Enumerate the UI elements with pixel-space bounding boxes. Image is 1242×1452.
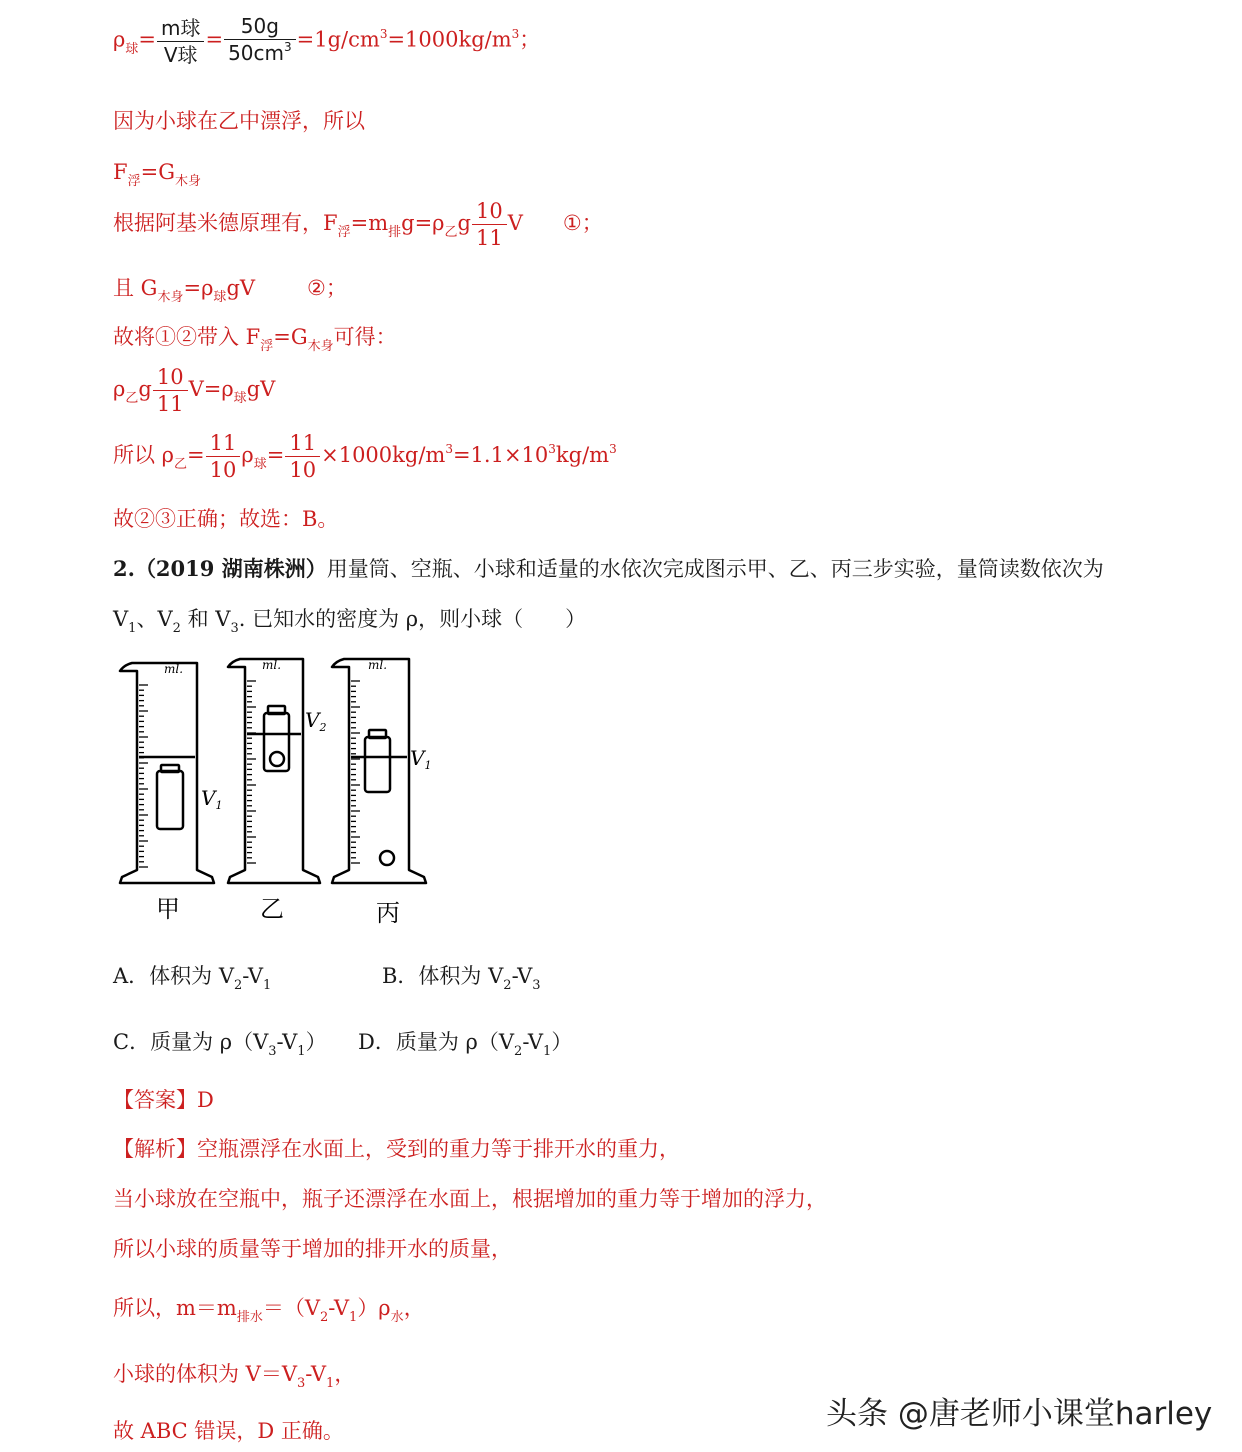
solution-line-8: 所以 $\rho_乙=$ $\frac{11}{10}$ $\rho_球=$ $\frac{11}{10}$ $\times 1000kg/m^3=1.1\times 10^3kg/m^3$ — [113, 431, 617, 482]
answer-label: 【答案】 — [113, 1088, 197, 1112]
caption-bing: 丙 — [376, 899, 400, 927]
unit-label: ml. — [262, 658, 282, 672]
option-d: D．质量为 $\rho(V_2-V_1)$ — [358, 1030, 573, 1059]
answer-line — [113, 1087, 214, 1113]
analysis-line-3: 所以小球的质量等于增加的排开水的质量， — [113, 1237, 512, 1261]
analysis-label: 【解析】 — [113, 1137, 197, 1161]
analysis-line-6: 故 ABC 错误，D 正确。 — [113, 1419, 344, 1443]
solution-line-5: 且 $G_{木身}=\rho_球gV$ ②； — [113, 276, 347, 305]
analysis-line-2: 当小球放在空瓶中，瓶子还漂浮在水面上，根据增加的重力等于增加的浮力， — [113, 1187, 827, 1211]
fraction-numerator: m球 — [157, 16, 204, 42]
caption-jia: 甲 — [156, 895, 180, 923]
question-2-stem: 2.（2019 湖南株洲）用量筒、空瓶、小球和适量的水依次完成图示甲、乙、丙三步实验，量筒读数依次为 — [113, 556, 1104, 581]
fraction-denominator: V球 — [163, 42, 198, 67]
rho-symbol: ρ — [113, 27, 126, 52]
option-c: C．质量为 $\rho(V_3-V_1)$ — [113, 1030, 327, 1059]
cylinder-bing — [332, 659, 426, 883]
fraction-11-over-10: $\frac{11}{10}$ — [206, 431, 241, 482]
cylinder-jia — [120, 663, 214, 883]
fraction-10-over-11: $\frac{10}{11}$ — [153, 365, 188, 416]
equation-mark-2: ②； — [307, 276, 347, 300]
option-b: B．体积为 $V_2-V_3$ — [382, 964, 541, 993]
cylinder-yi — [228, 659, 320, 883]
fraction-11-over-10: $\frac{11}{10}$ — [285, 431, 320, 482]
unit-label: ml. — [368, 658, 388, 672]
solution-conclusion: 故②③正确；故选：B。 — [113, 507, 339, 531]
watermark: 头条 @唐老师小课堂harley — [826, 1396, 1213, 1432]
fraction-m-over-v — [157, 16, 204, 67]
caption-yi: 乙 — [260, 895, 284, 923]
option-a: A．体积为 $V_2-V_1$ — [113, 964, 272, 993]
analysis-line-4: 所以，$m=m_{排水}=(V_2-V_1)\rho_水$， — [113, 1296, 425, 1325]
answer-value: D — [197, 1088, 214, 1112]
unit-label: ml. — [164, 662, 184, 676]
solution-line-3: $F_浮=G_{木身}$ — [113, 160, 201, 189]
fraction-numerator: 50g — [224, 14, 296, 40]
v-label-bing: $V_1$ — [410, 746, 432, 772]
question-number: 2. — [113, 556, 135, 581]
question-source: （2019 湖南株洲） — [134, 556, 327, 581]
solution-line-7: $\rho_乙g$ $\frac{10}{11}$ $V=\rho_球gV$ — [113, 365, 276, 416]
solution-line-4: 根据阿基米德原理有，$F_浮=m_排g=\rho_乙g$ $\frac{10}{11}$ V ①； — [113, 199, 603, 250]
graduated-cylinders-figure — [112, 645, 442, 935]
fraction-50g-over-50cm3 — [224, 14, 296, 68]
subscript-ball: 球 — [125, 41, 139, 57]
fraction-denominator: $50cm^3$ — [228, 40, 292, 65]
equation-mark-1: ①； — [562, 211, 603, 235]
fraction-10-over-11: $\frac{10}{11}$ — [472, 199, 507, 250]
analysis-line-1: 【解析】空瓶漂浮在水面上，受到的重力等于排开水的重力， — [113, 1137, 680, 1161]
density-formula-line: $\rho_球=$ $\frac{\text{m球}}{\text{V球}}$ = $\frac{50g}{50cm^3}$ $=1g/cm^3=1000kg/m^3$； — [113, 14, 541, 67]
v-label-yi: $V_2$ — [305, 708, 327, 734]
solution-line-2: 因为小球在乙中漂浮，所以 — [113, 109, 365, 133]
solution-line-6: 故将①②带入 $F_浮=G_{木身}$可得： — [113, 325, 397, 354]
question-2-stem-cont: $V_1$、$V_2$ 和 $V_3$. 已知水的密度为 ρ，则小球（ ） — [113, 607, 587, 636]
analysis-line-5: 小球的体积为 $V=V_3-V_1$， — [113, 1362, 356, 1391]
v-label-jia: $V_1$ — [201, 786, 223, 812]
